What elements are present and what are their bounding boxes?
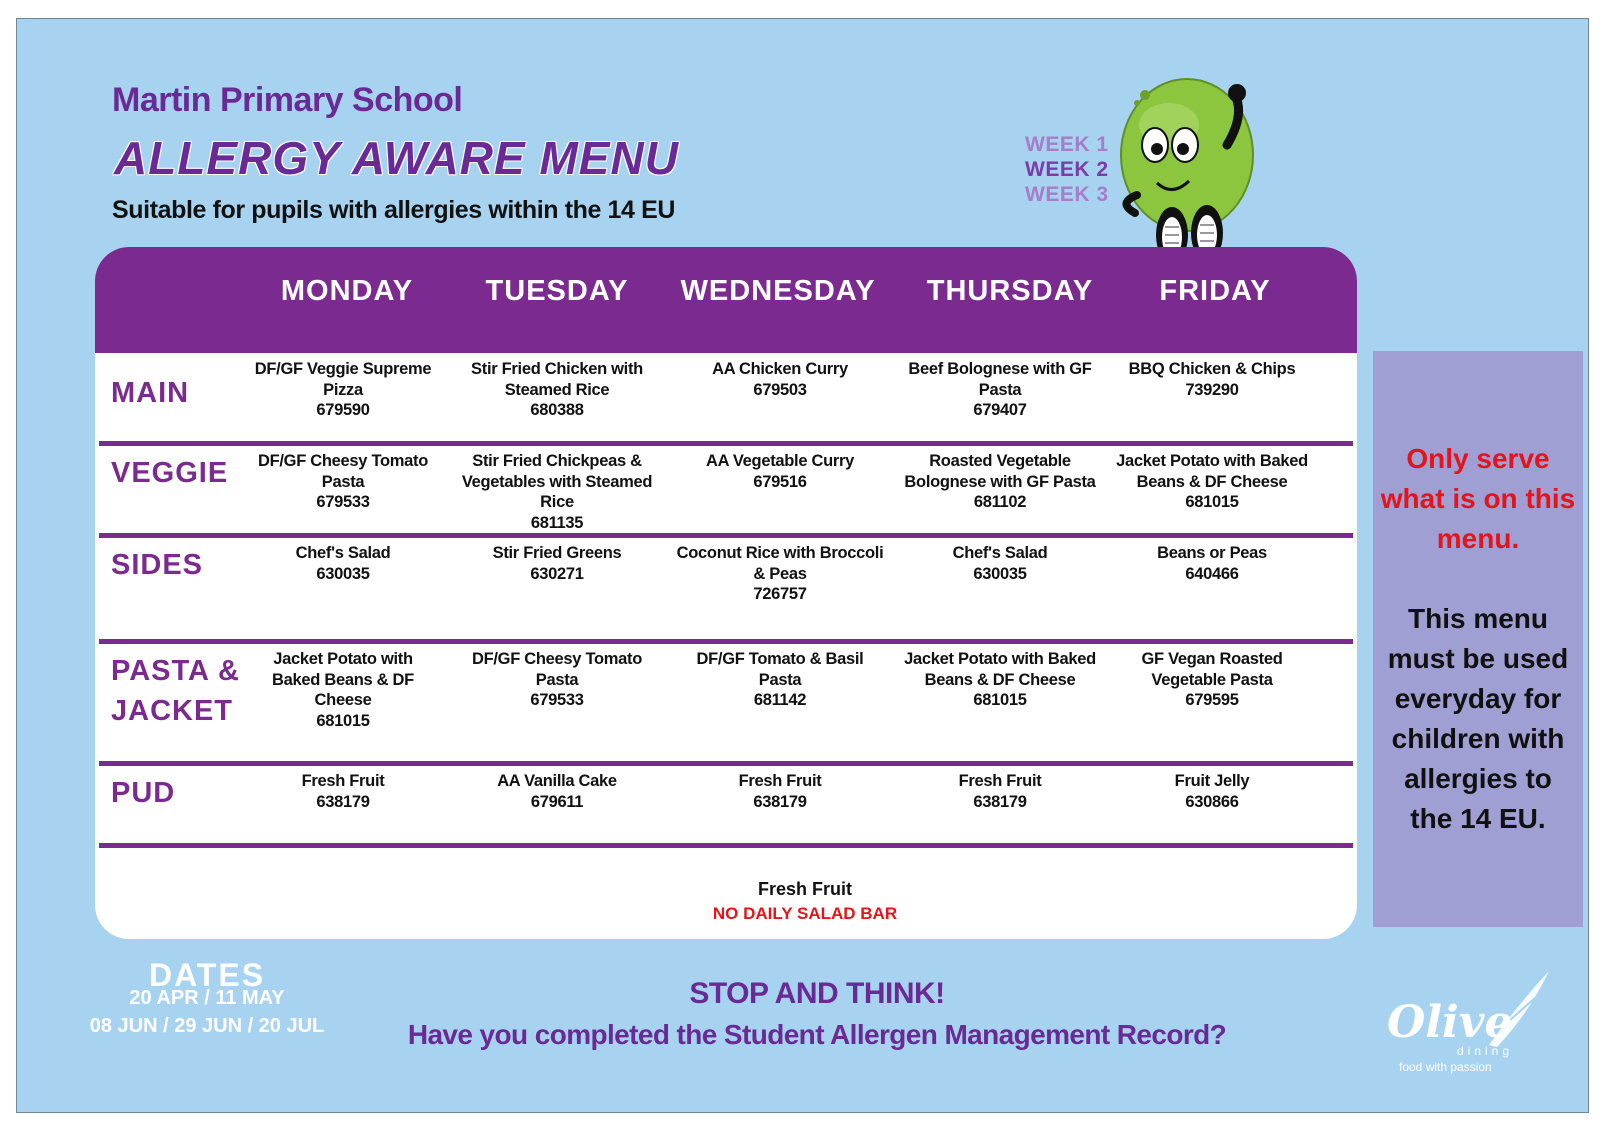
school-name: Martin Primary School [112,81,463,119]
menu-cell-line: AA Vegetable Curry [705,452,855,470]
menu-cell-line: 630035 [316,564,370,583]
menu-cell-line: 679407 [973,401,1027,419]
menu-cell-line: 630866 [1185,792,1239,811]
menu-sheet [16,18,1589,1113]
menu-cell-line: Vegetables with Steamed [461,472,653,491]
menu-cell [675,649,885,711]
menu-cell-line: 679590 [316,401,370,419]
menu-cell-line: Rice [540,493,574,511]
menu-cell-line: Fresh Fruit [958,772,1042,790]
dates-title: DATES [148,957,266,993]
menu-cell-line: DF/GF Veggie Supreme [254,360,432,378]
menu-cell-line: DF/GF Cheesy Tomato [471,650,642,668]
dates-line-2: 08 JUN / 29 JUN / 20 JUL [89,1015,325,1037]
row-label [111,373,189,413]
menu-cell-line: Chef's Salad [295,544,391,562]
menu-cell-line: Stir Fried Chicken with [471,360,643,378]
menu-cell-line: Beans & DF Cheese [924,670,1076,689]
menu-cell-line: Fresh Fruit [738,772,822,790]
menu-cell [452,649,662,711]
menu-cell [238,451,448,513]
menu-subtitle: Suitable for pupils with allergies within the 14 EU [112,196,676,224]
menu-cell-line: Cheese [314,691,372,709]
row-divider [99,843,1353,848]
menu-cell-line: 679533 [530,691,584,709]
row-label-line: JACKET [111,695,234,727]
menu-cell [452,359,662,421]
menu-cell-line: 638179 [753,792,807,811]
menu-cell [1107,543,1317,584]
menu-cell-line: 638179 [316,792,370,811]
menu-cell [1107,649,1317,711]
table-header [95,247,1357,353]
logo-tagline: food with passion [1399,1060,1492,1074]
menu-cell-line: Chef's Salad [952,544,1048,562]
menu-cell-line: 739290 [1185,380,1239,399]
usage-notice-line: allergies to [1404,763,1552,794]
day-header-wednesday: WEDNESDAY [680,275,876,307]
menu-cell-line: AA Vanilla Cake [497,772,617,790]
menu-cell-line: 640466 [1185,564,1239,583]
menu-cell [1107,771,1317,812]
menu-cell-line: 679516 [753,472,807,491]
serve-warning-line: what is on this [1380,483,1576,514]
serve-warning [1373,439,1583,559]
row-divider [99,761,1353,766]
menu-cell-line: 679595 [1185,691,1239,709]
usage-notice-line: everyday for [1394,683,1562,714]
menu-cell [895,451,1105,513]
week-3-label: WEEK 3 [1025,183,1109,206]
menu-cell-line: Coconut Rice with Broccoli [676,544,884,562]
side-notice-panel [1373,351,1583,927]
menu-cell-line: 726757 [753,585,807,603]
usage-notice-line: must be used [1387,643,1569,674]
menu-cell-line: 681102 [973,493,1027,511]
row-label-line: MAIN [111,377,190,409]
menu-cell-line: 681015 [316,711,370,730]
menu-cell-line: Jacket Potato with [273,650,413,668]
menu-cell-line: 681015 [973,691,1027,709]
menu-cell-line: Stir Fried Greens [492,544,622,562]
menu-cell-line: Fruit Jelly [1174,772,1250,790]
menu-cell [675,543,885,605]
menu-cell-line: 680388 [530,401,584,419]
menu-cell-line: Vegetable Pasta [1151,670,1273,689]
usage-notice-line: children with [1391,723,1565,754]
row-label [111,453,228,493]
logo-name: Olive [1387,997,1513,1048]
menu-cell-line: Pasta [758,670,802,689]
menu-cell-line: 681135 [530,513,584,532]
day-header-friday: FRIDAY [1159,275,1271,307]
menu-cell-line: Pasta [535,670,579,689]
day-header-thursday: THURSDAY [926,275,1094,307]
olive-mascot-icon [1117,75,1277,265]
menu-cell-line: Steamed Rice [504,380,610,399]
day-header-tuesday: TUESDAY [485,275,629,307]
usage-notice-line: This menu [1407,603,1548,634]
row-divider [99,533,1353,538]
menu-cell-line: Beef Bolognese with GF [908,360,1092,378]
row-label [111,651,240,731]
menu-cell [675,771,885,812]
week-2-label: WEEK 2 [1025,158,1109,181]
menu-cell-line: Bolognese with GF Pasta [904,472,1096,491]
menu-cell-line: 681015 [1185,493,1239,511]
no-salad-bar-notice: NO DAILY SALAD BAR [712,904,898,923]
olive-dining-logo [1379,963,1559,1083]
menu-cell-line: Beans & DF Cheese [1136,472,1288,491]
menu-cell [452,451,662,533]
menu-cell-line: AA Chicken Curry [712,360,848,378]
menu-cell-line: Pasta [978,380,1022,399]
allergen-record-question: Have you completed the Student Allergen Management Record? [407,1019,1227,1050]
serve-warning-line: menu. [1436,523,1520,554]
menu-title: ALLERGY AWARE MENU [114,132,679,184]
menu-cell [675,359,885,400]
row-label [111,773,175,813]
usage-notice [1373,599,1583,839]
menu-cell-line: Baked Beans & DF [272,670,414,689]
menu-table [95,247,1357,939]
menu-cell-line: DF/GF Cheesy Tomato Pasta [257,452,428,491]
row-label [111,545,203,585]
day-header-monday: MONDAY [280,275,414,307]
stop-and-think: STOP AND THINK! [689,977,945,1010]
menu-cell-line: 638179 [973,792,1027,811]
logo-sub: dining [1457,1044,1514,1058]
menu-cell-line: 679611 [530,792,584,811]
menu-cell [452,543,662,584]
menu-cell-line: 679503 [753,380,807,399]
menu-cell [1107,359,1317,400]
menu-cell [1107,451,1317,513]
menu-cell [895,649,1105,711]
row-divider [99,639,1353,644]
menu-cell-line: Beans or Peas [1157,544,1267,562]
menu-cell-line: 630271 [530,564,584,583]
week-list [1025,132,1109,207]
row-label-line: VEGGIE [111,457,229,489]
menu-cell-line: Roasted Vegetable [929,452,1071,470]
row-label-line: SIDES [111,549,204,581]
menu-cell-line: Jacket Potato with Baked [1116,452,1308,470]
menu-cell [895,359,1105,421]
menu-cell-line: 679533 [316,493,370,511]
row-divider [99,441,1353,446]
week-1-label: WEEK 1 [1025,133,1109,156]
menu-cell-line: Stir Fried Chickpeas & [472,452,642,470]
menu-cell-line: DF/GF Tomato & Basil [696,650,864,668]
menu-cell [895,771,1105,812]
menu-cell-line: 681142 [753,691,807,709]
menu-cell-line: Fresh Fruit [301,772,385,790]
usage-notice-line: the 14 EU. [1410,803,1546,834]
menu-cell [238,771,448,812]
menu-cell-line: GF Vegan Roasted [1141,650,1283,668]
row-label-line: PASTA & [111,655,240,687]
menu-cell [238,649,448,731]
menu-cell-line: Jacket Potato with Baked [904,650,1096,668]
dates-line-1: 20 APR / 11 MAY [129,987,285,1009]
menu-cell [238,359,448,421]
menu-cell-line: 630035 [973,564,1027,583]
menu-cell-line: Pizza [323,380,363,399]
row-label-line: PUD [111,777,176,809]
menu-cell [238,543,448,584]
menu-cell [675,451,885,492]
menu-cell-line: BBQ Chicken & Chips [1128,360,1296,378]
daily-fresh-fruit: Fresh Fruit [757,879,852,899]
menu-cell-line: & Peas [753,564,807,583]
menu-cell [452,771,662,812]
menu-cell [895,543,1105,584]
serve-warning-line: Only serve [1406,443,1550,474]
